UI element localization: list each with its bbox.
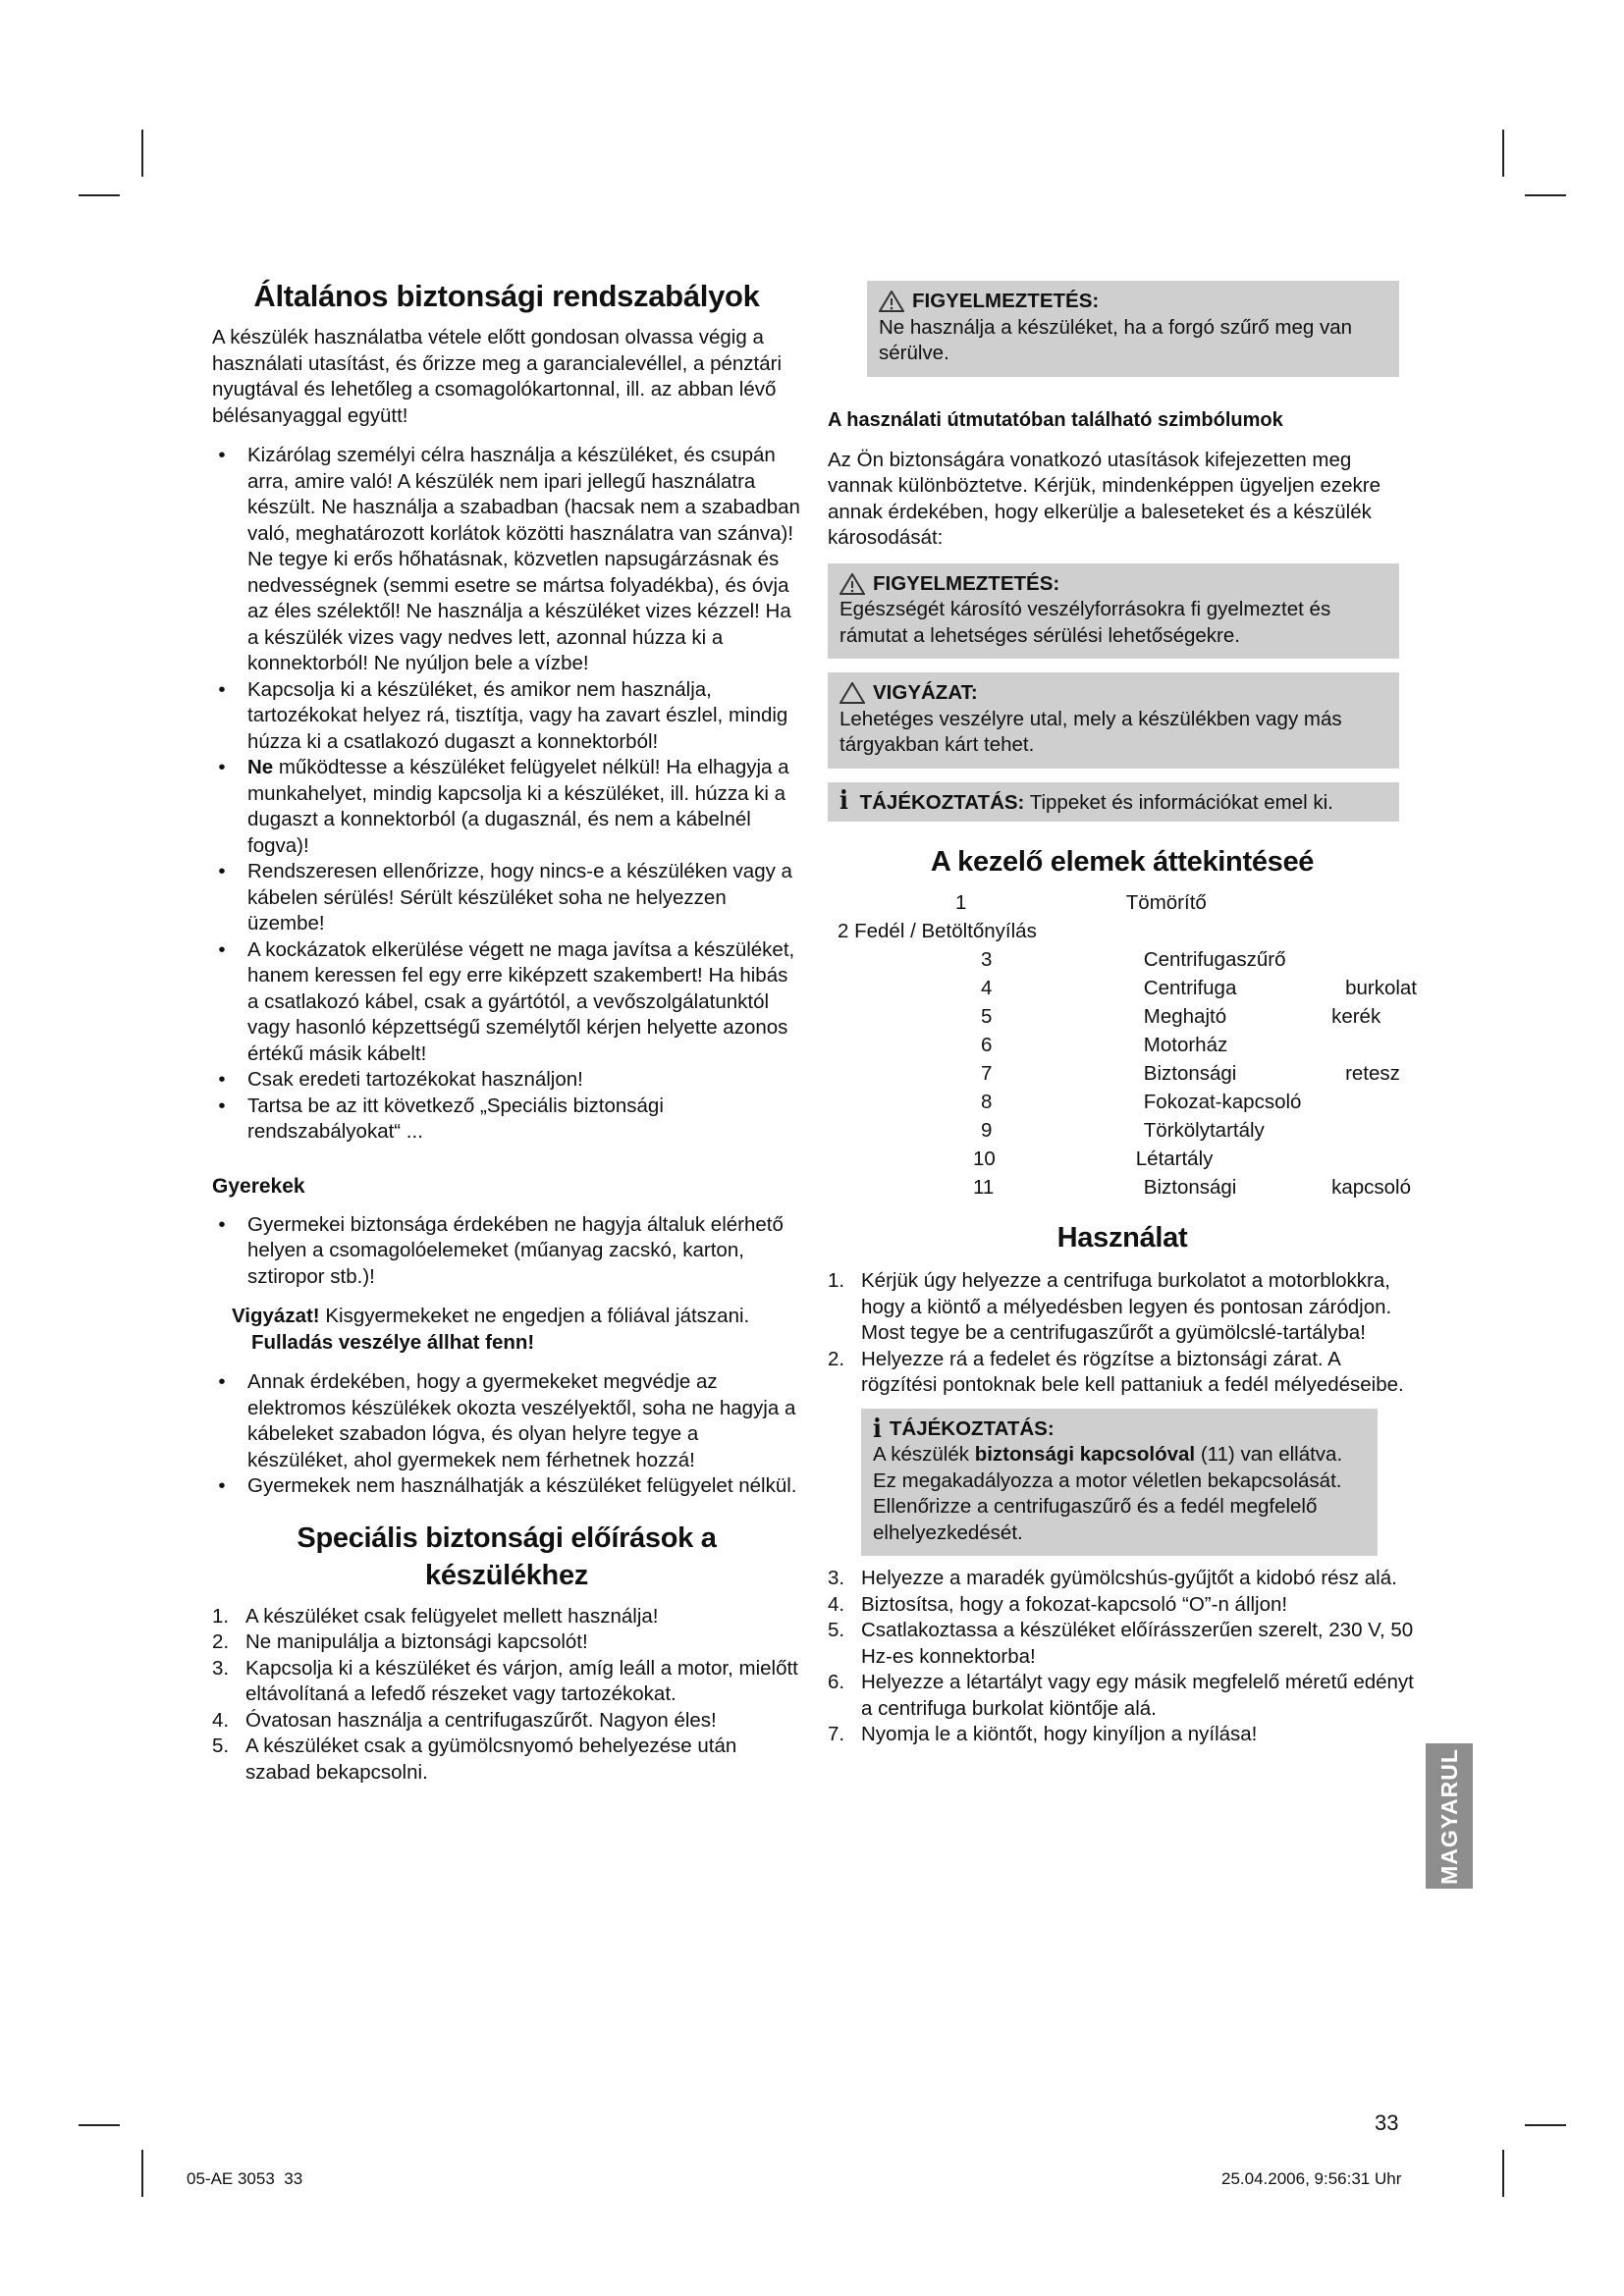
language-tab-label: MAGYARUL xyxy=(1435,1747,1462,1885)
part-name: Biztonsági xyxy=(1143,1062,1237,1085)
item-number: 1. xyxy=(828,1269,845,1292)
info-icon: i xyxy=(839,785,848,816)
warning-box-1 xyxy=(867,281,1399,377)
general-safety-title: Általános biztonsági rendszabályok xyxy=(253,279,760,313)
list-item xyxy=(212,1604,801,1630)
part-name: Törkölytartály xyxy=(1143,1119,1265,1142)
table-row xyxy=(828,1147,1417,1175)
caution-box xyxy=(828,672,1399,769)
item-number: 1. xyxy=(212,1604,230,1628)
item-text: Óvatosan használja a centrifugaszűrőt. Nagyon éles! xyxy=(245,1708,717,1732)
warning-label: FIGYELMEZTETÉS: xyxy=(912,290,1100,312)
part-number: 6 xyxy=(981,1034,993,1056)
part-name: Centrifuga xyxy=(1143,977,1237,999)
part-number: 8 xyxy=(981,1091,993,1113)
info-icon: i xyxy=(873,1414,882,1444)
crop-mark-br-v xyxy=(1502,2150,1504,2197)
usage-title: Használat xyxy=(1056,1222,1188,1254)
info-text-b: (11) van ellátva. Ez megakadályozza a motor véletlen bekapcsolását. Ellenőrizze a centrifugaszűrő és a fedél megfelelő elhelyezkedését. xyxy=(873,1443,1343,1544)
crop-mark-bl-v xyxy=(141,2150,143,2197)
part-extra xyxy=(1331,1118,1417,1147)
list-item xyxy=(212,755,801,859)
item-number: 6. xyxy=(828,1671,845,1693)
part-name: Létartály xyxy=(1135,1148,1214,1170)
usage-list-b xyxy=(828,1566,1417,1748)
item-text: Helyezze a maradék gyümölcshús-gyűjtőt a kidobó rész alá. xyxy=(861,1567,1397,1589)
info-head xyxy=(873,1416,1364,1443)
caution-note xyxy=(212,1304,801,1356)
info-text-a: A készülék xyxy=(873,1443,975,1466)
list-item: • Annak érdekében, hogy a gyermekeket megvédje az elektromos készülékek okozta veszélyektől, soha ne hagyja a kábeleket szabadon lógva, és olyan helyre tegye a készüléket, ahol gyermekek nem férhetnek hozzá! xyxy=(212,1369,801,1473)
item-text: A készüléket csak a gyümölcsnyomó behelyezése után szabad bekapcsolni. xyxy=(245,1735,737,1784)
item-text: A készüléket csak felügyelet mellett használja! xyxy=(245,1604,659,1628)
children-list xyxy=(212,1212,801,1291)
caution-head xyxy=(839,680,1385,707)
table-row xyxy=(828,1061,1417,1090)
list-item: • Rendszeresen ellenőrizze, hogy nincs-e a készüléken vagy a kábelen sérülés! Sérült készüléket soha ne helyezzen üzembe! xyxy=(212,859,801,937)
part-number: 1 xyxy=(955,891,967,914)
table-row xyxy=(828,890,1417,919)
warning-triangle-icon xyxy=(879,291,904,312)
right-column xyxy=(828,281,1417,1748)
caution-bold: Fulladás veszélye állhat fenn! xyxy=(251,1330,535,1354)
list-item xyxy=(828,1566,1417,1592)
part-extra xyxy=(1331,1090,1417,1118)
overview-table xyxy=(828,890,1417,1203)
table-row xyxy=(828,947,1417,976)
part-name: Meghajtó xyxy=(1143,1005,1227,1028)
part-name: Tömörítő xyxy=(1125,891,1207,914)
item-number: 3. xyxy=(828,1567,845,1589)
part-name: Motorház xyxy=(1143,1034,1228,1056)
warning-triangle-icon xyxy=(839,573,865,595)
list-item xyxy=(828,1268,1417,1347)
list-item xyxy=(212,1734,801,1786)
table-row xyxy=(828,1175,1417,1203)
caution-text: Kisgyermekeket ne engedjen a fóliával játszani. xyxy=(319,1305,750,1327)
list-item: • Kizárólag személyi célra használja a készüléket, és csupán arra, amire való! A készülék nem ipari jellegű használatra készült. Ne használja a szabadban (hacsak nem a szabadban való, meghatározott korlátok közötti használatra van szánva)! Ne tegye ki erős hőhatásnak, közvetlen napsugárzásnak és nedvességnek (semmi esetre se mártsa folyadékba), és óvja az éles szélektől! Ne használja a készüléket vizes kézzel! Ha a készülék vizes vagy nedves lett, azonnal húzza ki a konnektorból! Ne nyúljon bele a vízbe! xyxy=(212,443,801,677)
item-text: Biztosítsa, hogy a fokozat-kapcsoló “O”-n álljon! xyxy=(861,1592,1288,1616)
list-item: • A kockázatok elkerülése végett ne maga javítsa a készüléket, hanem keressen fel egy erre kiképzett szakembert! Ha hibás a csatlakozó kábel, csak a gyártótól, a vevőszolgálatunktól vagy hasonló képzettségű személytől kérjen helyette azonos értékű másik kábelt! xyxy=(212,937,801,1068)
info-text: Tippeket és információkat emel ki. xyxy=(1024,790,1333,814)
item-number: 3. xyxy=(212,1656,230,1680)
crop-mark-br-h xyxy=(1525,2124,1566,2126)
caution-triangle-icon xyxy=(839,682,865,704)
info-text-bold: biztonsági kapcsolóval xyxy=(974,1443,1196,1466)
usage-list-a xyxy=(828,1268,1417,1399)
table-row xyxy=(828,1033,1417,1061)
item-number: 2. xyxy=(828,1347,845,1370)
list-item xyxy=(212,1708,801,1735)
part-extra: retesz xyxy=(1345,1062,1400,1085)
part-name xyxy=(1126,919,1331,947)
part-number: 2 Fedél / Betöltőnyílás xyxy=(838,920,1037,942)
table-row xyxy=(828,1118,1417,1147)
table-row xyxy=(828,976,1417,1004)
caution-label: VIGYÁZAT: xyxy=(873,681,978,704)
info-text xyxy=(873,1442,1364,1546)
part-number: 7 xyxy=(981,1062,993,1085)
left-column xyxy=(212,278,801,1786)
footer-left: 05-AE 3053 33 xyxy=(187,2169,303,2188)
overview-title: A kezelő elemek áttekintéseé xyxy=(930,846,1315,878)
list-item: • Kapcsolja ki a készüléket, és amikor nem használja, tartozékokat helyez rá, tisztítja, vagy ha zavart észlel, mindig húzza ki a csatlakozó dugaszt a konnektorból! xyxy=(212,677,801,756)
crop-mark-tl-h xyxy=(79,194,120,196)
page-number: 33 xyxy=(1375,2110,1399,2135)
part-extra: burkolat xyxy=(1345,977,1417,999)
warning-label: FIGYELMEZTETÉS: xyxy=(873,571,1060,595)
part-extra: kapcsoló xyxy=(1331,1176,1411,1199)
crop-mark-tl-v xyxy=(141,130,143,177)
info-label: TÁJÉKOZTATÁS: xyxy=(889,1416,1055,1440)
item-text: Nyomja le a kiöntőt, hogy kinyíljon a nyílása! xyxy=(861,1723,1258,1745)
part-name: Fokozat-kapcsoló xyxy=(1143,1091,1302,1113)
caution-text: Lehetéges veszélyre utal, mely a készülékben vagy más tárgyakban kárt tehet. xyxy=(839,707,1342,756)
table-row xyxy=(828,919,1417,947)
part-extra xyxy=(1331,947,1417,976)
part-number: 11 xyxy=(973,1176,995,1199)
list-item xyxy=(828,1347,1417,1399)
part-extra xyxy=(1331,919,1417,947)
caution-label: Vigyázat! xyxy=(232,1305,320,1327)
item-number: 4. xyxy=(212,1708,230,1732)
warning-head xyxy=(879,289,1385,315)
crop-mark-bl-h xyxy=(79,2124,120,2126)
footer-right: 25.04.2006, 9:56:31 Uhr xyxy=(1221,2169,1402,2188)
part-number: 9 xyxy=(981,1119,993,1142)
item-text: Kapcsolja ki a készüléket és várjon, amíg leáll a motor, mielőtt eltávolítaná a lefedő részeket vagy tartozékokat. xyxy=(245,1656,798,1705)
table-row xyxy=(828,1090,1417,1118)
item-text: Csatlakoztassa a készüléket előírásszerűen szerelt, 230 V, 50 Hz-es konnektorba! xyxy=(861,1619,1414,1668)
item-number: 5. xyxy=(212,1735,230,1757)
list-item xyxy=(212,1656,801,1708)
special-safety-list xyxy=(212,1604,801,1787)
item-number: 2. xyxy=(212,1630,230,1653)
crop-mark-tr-h xyxy=(1525,194,1566,196)
list-item xyxy=(212,1629,801,1656)
part-number: 10 xyxy=(973,1148,996,1170)
warning-text: Egészségét károsító veszélyforrásokra fi gyelmeztet és rámutat a lehetséges sérülési lehetőségekre. xyxy=(839,598,1331,647)
info-box-2 xyxy=(861,1409,1378,1557)
list-item: • Tartsa be az itt következő „Speciális biztonsági rendszabályokat“ ... xyxy=(212,1094,801,1146)
part-name: Biztonsági xyxy=(1143,1176,1237,1199)
list-item: • Gyermekek nem használhatják a készüléket felügyelet nélkül. xyxy=(212,1473,801,1500)
item-number: 7. xyxy=(828,1723,845,1745)
emphasis-ne: Ne xyxy=(247,756,274,778)
part-number: 3 xyxy=(981,948,993,971)
list-item: • Gyermekei biztonsága érdekében ne hagyja általuk elérhető helyen a csomagolóelemeket (műanyag zacskó, karton, sztiropor stb.)! xyxy=(212,1212,801,1291)
special-safety-title: Speciális biztonsági előírások a készülékhez xyxy=(297,1522,717,1591)
symbols-title: A használati útmutatóban található szimbólumok xyxy=(828,408,1283,431)
table-row xyxy=(828,1004,1417,1033)
list-item xyxy=(828,1618,1417,1670)
item-text: Helyezze rá a fedelet és rögzítse a biztonsági zárat. A rögzítési pontoknak bele kell pattaniuk a fedél mélyedéseibe. xyxy=(861,1347,1404,1396)
part-extra xyxy=(1331,1147,1417,1175)
item-text: Helyezze a létartályt vagy egy másik megfelelő méretű edényt a centrifuga burkolat kiöntője alá. xyxy=(861,1671,1414,1720)
language-tab xyxy=(1426,1743,1473,1889)
list-item xyxy=(828,1670,1417,1722)
part-number: 4 xyxy=(981,977,993,999)
list-item xyxy=(828,1722,1417,1748)
warning-head xyxy=(839,571,1385,598)
info-box-1 xyxy=(828,782,1399,823)
part-extra xyxy=(1331,1033,1417,1061)
warning-box-2 xyxy=(828,563,1399,660)
part-name: Centrifugaszűrő xyxy=(1143,948,1286,971)
children-title: Gyerekek xyxy=(212,1174,305,1198)
children-list-2 xyxy=(212,1369,801,1500)
item-number: 4. xyxy=(828,1592,845,1616)
part-extra: kerék xyxy=(1331,1005,1381,1028)
list-item: • Csak eredeti tartozékokat használjon! xyxy=(212,1067,801,1094)
item-number: 5. xyxy=(828,1619,845,1641)
warning-text: Ne használja a készüléket, ha a forgó szűrő meg van sérülve. xyxy=(879,315,1353,364)
general-safety-list xyxy=(212,443,801,1146)
item-text: Ne manipulálja a biztonsági kapcsolót! xyxy=(245,1630,588,1653)
list-item-text: működtesse a készüléket felügyelet nélkül! Ha elhagyja a munkahelyet, mindig kapcsolja ki a készüléket, ill. húzza ki a dugaszt a konnektorból (a dugasznál, és nem a kábelnél fogva)! xyxy=(247,756,789,857)
info-label: TÁJÉKOZTATÁS: xyxy=(859,790,1025,814)
part-number: 5 xyxy=(981,1005,993,1028)
general-safety-intro: A készülék használatba vétele előtt gondosan olvassa végig a használati utasítást, és őrizze meg a garancialevéllel, a pénztári nyugtával és lehetőleg a csomagolókartonnal, ill. az abban lévő bélésanyaggal együtt! xyxy=(212,326,783,427)
part-extra xyxy=(1331,890,1417,919)
symbols-intro: Az Ön biztonságára vonatkozó utasítások kifejezetten meg vannak különböztetve. Kérjük, mindenképpen ügyeljen ezekre annak érdekében, hogy elkerülje a baleseteket és a készülék károsodását: xyxy=(828,448,1380,549)
list-item xyxy=(828,1592,1417,1619)
item-text: Kérjük úgy helyezze a centrifuga burkolatot a motorblokkra, hogy a kiöntő a mélyedésben legyen és pontosan záródjon. Most tegye be a centrifugaszűrőt a gyümölcslé-tartályba! xyxy=(861,1269,1392,1344)
crop-mark-tr-v xyxy=(1502,130,1504,177)
